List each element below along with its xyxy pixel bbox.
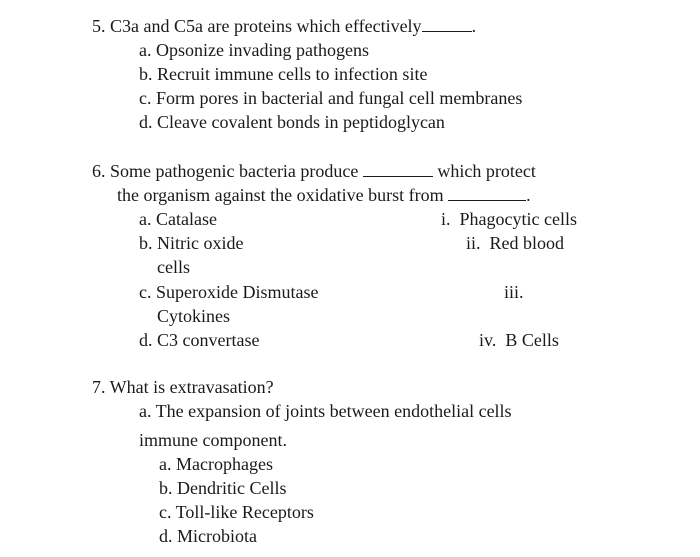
q7-sub-option-d: d. Microbiota xyxy=(159,526,257,546)
q7-sub-option-c: c. Toll-like Receptors xyxy=(159,502,314,522)
q6-option-a: a. Catalase xyxy=(139,209,217,229)
q5-option-c: c. Form pores in bacterial and fungal cell membranes xyxy=(139,88,523,108)
q6-option-c: c. Superoxide Dismutase xyxy=(139,282,319,302)
q6-option-ii: ii. Red blood xyxy=(466,233,564,253)
q5-option-a: a. Opsonize invading pathogens xyxy=(139,40,369,60)
q6-option-c-continued: Cytokines xyxy=(157,306,231,326)
question-5-stem xyxy=(92,14,476,38)
question-6-text-2: which protect xyxy=(437,161,536,181)
answer-blank xyxy=(422,16,472,32)
question-5-end: . xyxy=(471,16,477,36)
question-6-text-4: . xyxy=(526,185,531,205)
q5-option-d: d. Cleave covalent bonds in peptidoglycan xyxy=(139,112,445,132)
question-6-text-1: 6. Some pathogenic bacteria produce xyxy=(92,161,359,181)
question-6-text-3: the organism against the oxidative burst from xyxy=(117,185,444,205)
question-5-text: 5. C3a and C5a are proteins which effectively xyxy=(92,16,422,36)
q5-option-b: b. Recruit immune cells to infection site xyxy=(139,64,428,84)
answer-blank xyxy=(363,161,433,177)
answer-blank xyxy=(448,185,526,201)
q6-option-b: b. Nitric oxide xyxy=(139,233,244,253)
q6-option-d: d. C3 convertase xyxy=(139,330,260,350)
question-7-stem: 7. What is extravasation? xyxy=(92,377,274,397)
q6-option-iv: iv. B Cells xyxy=(479,330,559,350)
q7-option-a-continued: immune component. xyxy=(139,430,287,450)
q6-option-i: i. Phagocytic cells xyxy=(441,209,577,229)
q7-sub-option-a: a. Macrophages xyxy=(159,454,273,474)
question-6-stem-line1 xyxy=(92,159,536,183)
q6-option-b-continued: cells xyxy=(157,257,190,277)
question-6-stem-line2 xyxy=(117,183,531,207)
q7-sub-option-b: b. Dendritic Cells xyxy=(159,478,287,498)
q7-option-a: a. The expansion of joints between endothelial cells xyxy=(139,401,512,421)
q6-option-iii: iii. xyxy=(504,282,524,302)
